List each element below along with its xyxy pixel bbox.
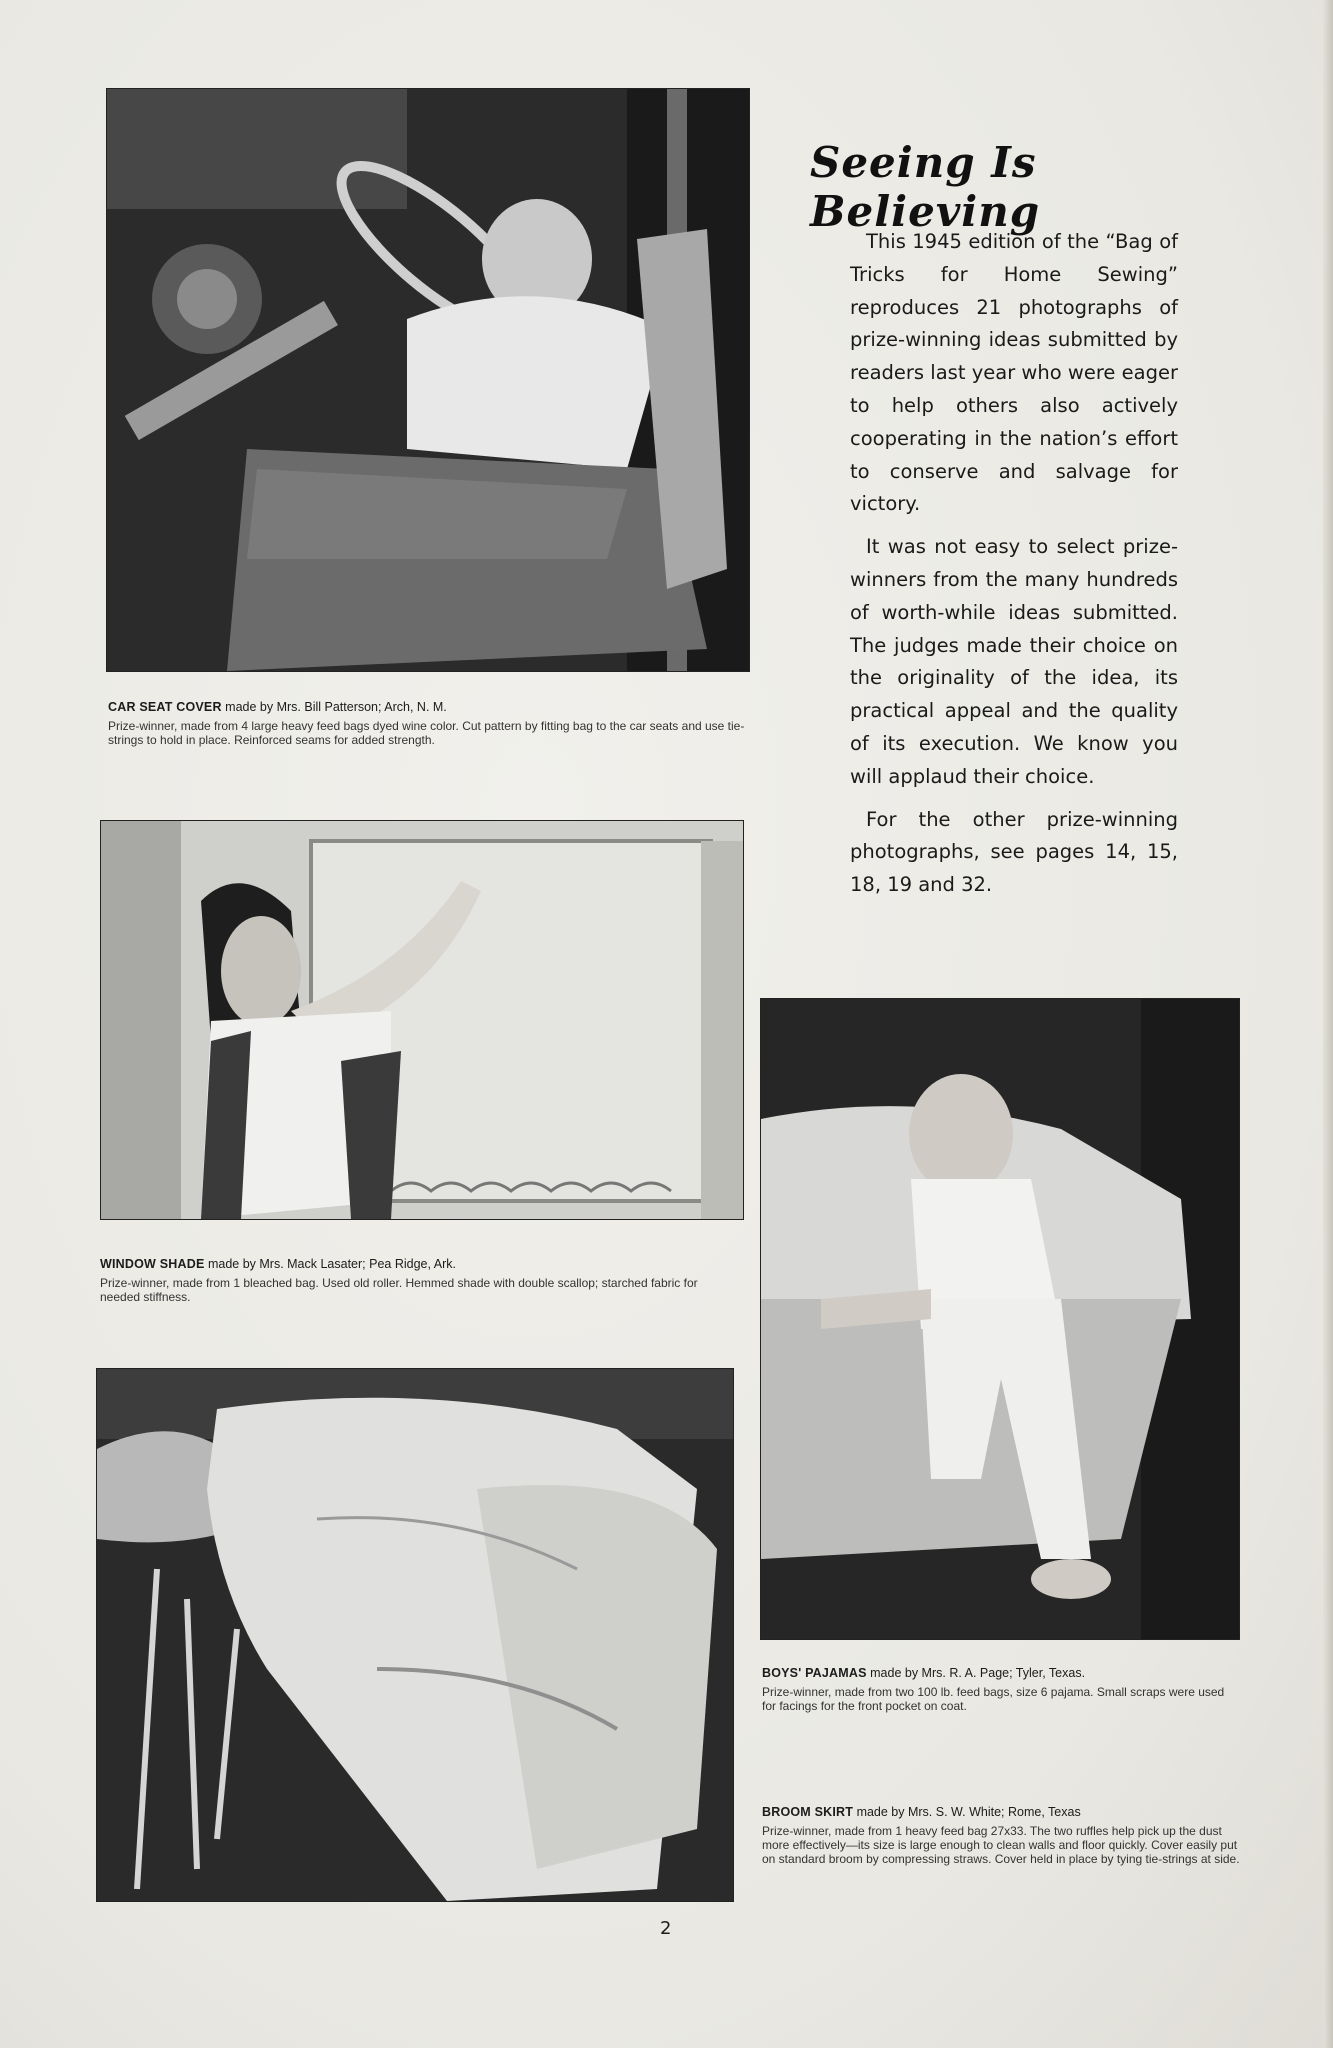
page-number: 2: [660, 1918, 672, 1939]
caption-byline: made by Mrs. S. W. White; Rome, Texas: [853, 1805, 1081, 1819]
caption-description: Prize-winner, made from 4 large heavy feed bags dyed wine color. Cut pattern by fitting bag to the car seats and use tie-strings to hold in place. Reinforced seams for added strength.: [108, 719, 745, 748]
boys-pajamas-photo: [760, 998, 1240, 1640]
car-seat-cover-photo: [106, 88, 750, 672]
car-seat-cover-caption: [108, 698, 748, 748]
intro-paragraph-3: For the other prize-winning photographs, see pages 14, 15, 18, 19 and 32.: [850, 807, 1178, 897]
caption-description: Prize-winner, made from two 100 lb. feed bags, size 6 pajama. Small scraps were used for facings for the front pocket on coat.: [762, 1685, 1225, 1714]
window-shade-photo: [100, 820, 744, 1220]
boys-pajamas-caption: [762, 1664, 1240, 1714]
article-headline: Seeing Is Believing: [810, 138, 1041, 236]
caption-title: WINDOW SHADE: [100, 1257, 205, 1271]
broom-skirt-caption: [762, 1803, 1240, 1867]
window-shade-caption: [100, 1255, 740, 1305]
broom-skirt-photo: [96, 1368, 734, 1902]
page-edge-shadow: [1323, 0, 1333, 2048]
caption-byline: made by Mrs. Bill Patterson; Arch, N. M.: [221, 700, 447, 714]
caption-title: CAR SEAT COVER: [108, 700, 222, 714]
article-intro: [850, 226, 1178, 912]
caption-description: Prize-winner, made from 1 bleached bag. Used old roller. Hemmed shade with double scallop; starched fabric for needed stiffness.: [100, 1276, 698, 1305]
caption-byline: made by Mrs. R. A. Page; Tyler, Texas.: [866, 1666, 1086, 1680]
caption-title: BOYS' PAJAMAS: [762, 1666, 867, 1680]
caption-description: Prize-winner, made from 1 heavy feed bag 27x33. The two ruffles help pick up the dust more effectively—its size is large enough to clean walls and floor quickly. Cover easily put on standard broom by compressing straws. Cover held in place by tying tie-strings at side.: [762, 1824, 1240, 1866]
caption-byline: made by Mrs. Mack Lasater; Pea Ridge, Ark.: [204, 1257, 456, 1271]
caption-title: BROOM SKIRT: [762, 1805, 854, 1819]
intro-paragraph-2: It was not easy to select prize-winners from the many hundreds of worth-while ideas submitted. The judges made their choice on the originality of the idea, its practical appeal and the quality of its execution. We know you will applaud their choice.: [850, 535, 1178, 788]
intro-paragraph-1: This 1945 edition of the “Bag of Tricks for Home Sewing” reproduces 21 photographs of prize-winning ideas submitted by readers last year who were eager to help others also actively cooperating in the nation’s effort to conserve and salvage for victory.: [850, 230, 1178, 516]
